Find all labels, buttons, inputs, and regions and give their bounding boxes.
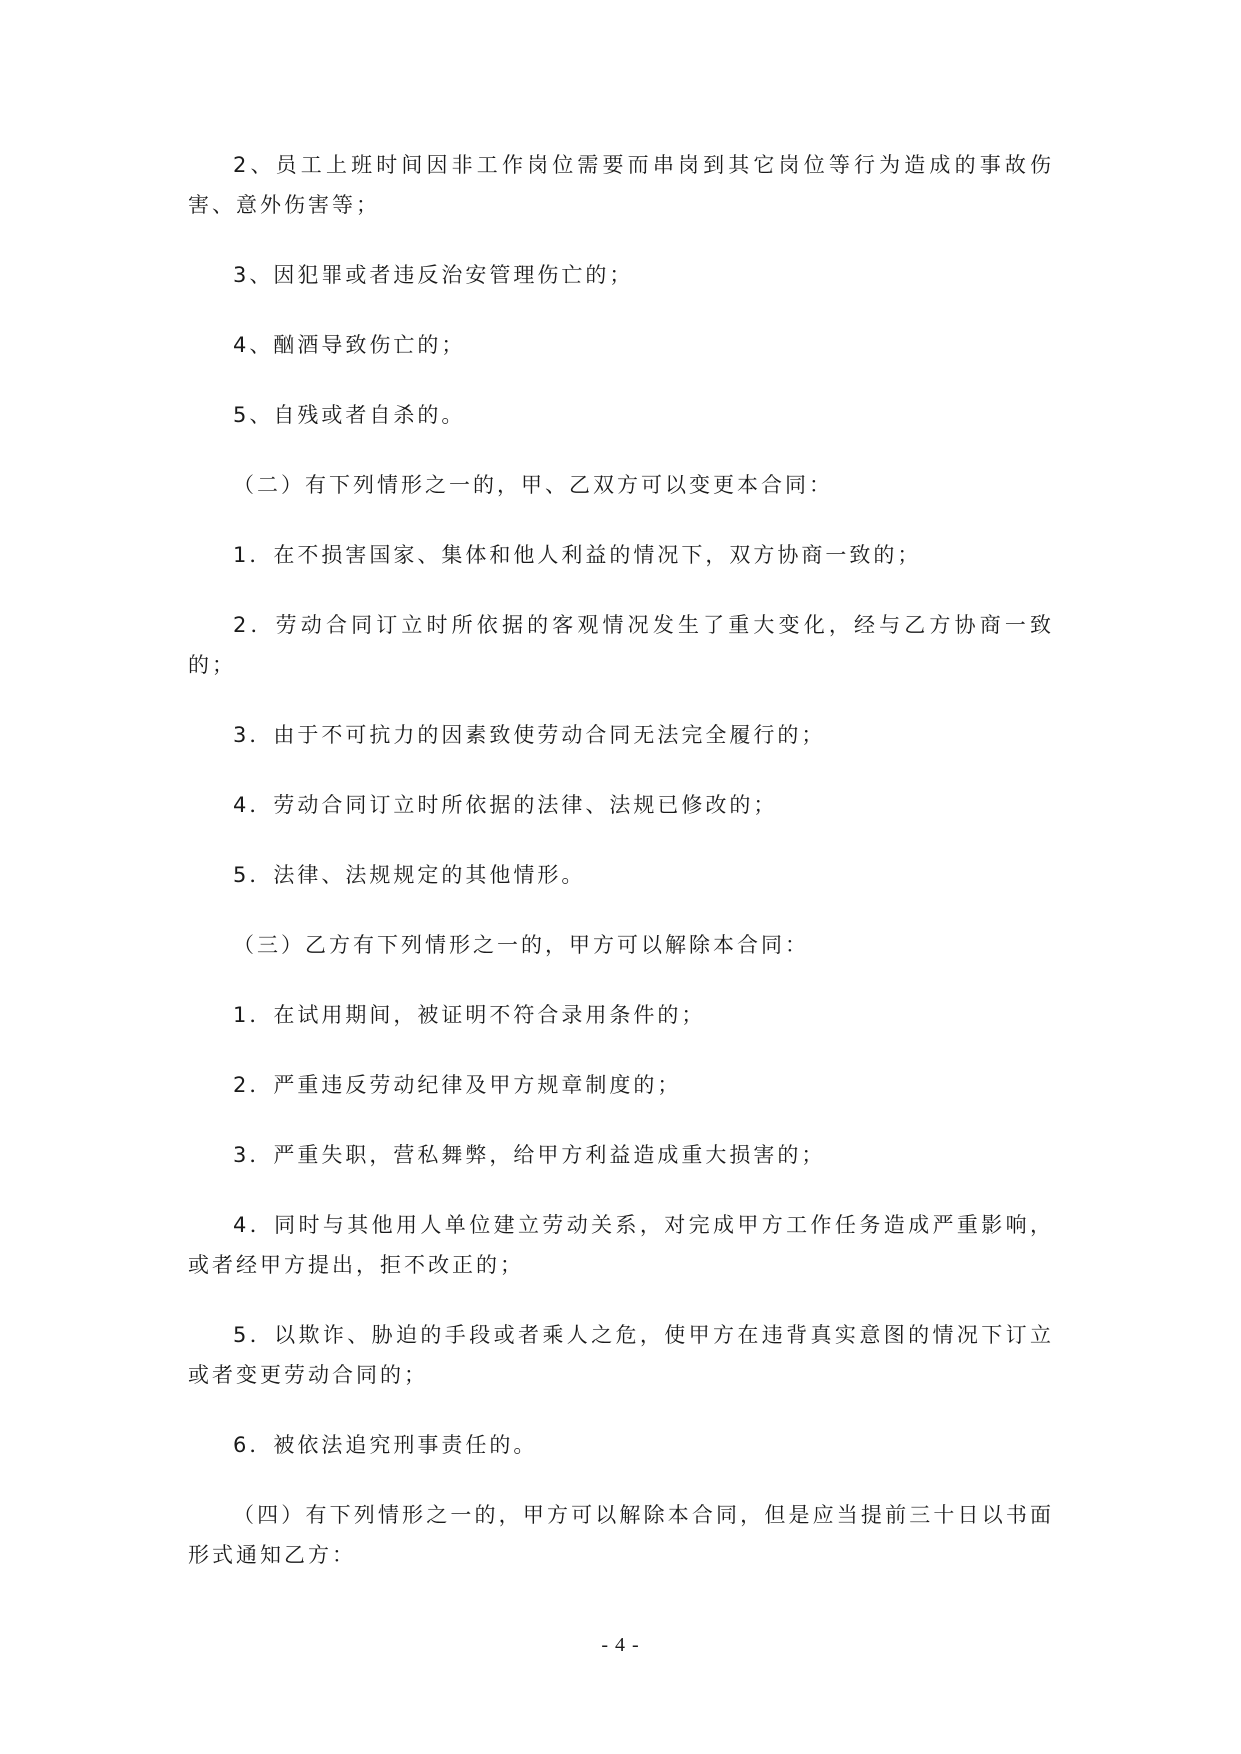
paragraph-clause-3-crime: 3、因犯罪或者违反治安管理伤亡的；	[233, 263, 634, 287]
paragraph-modify-1: 1．在不损害国家、集体和他人利益的情况下，双方协商一致的；	[233, 543, 922, 567]
paragraph-terminate-2: 2．严重违反劳动纪律及甲方规章制度的；	[233, 1073, 682, 1097]
paragraph-modify-3: 3．由于不可抗力的因素致使劳动合同无法完全履行的；	[233, 723, 826, 747]
document-body	[188, 145, 1054, 1605]
paragraph-modify-5: 5．法律、法规规定的其他情形。	[233, 863, 586, 887]
paragraph-terminate-5: 5．以欺诈、胁迫的手段或者乘人之危，使甲方在违背真实意图的情况下订立或者变更劳动合同的；	[188, 1323, 1054, 1387]
section-heading-2-modify-contract: （二）有下列情形之一的，甲、乙双方可以变更本合同：	[233, 473, 833, 497]
paragraph-terminate-4: 4．同时与其他用人单位建立劳动关系，对完成甲方工作任务造成严重影响，或者经甲方提出，拒不改正的；	[188, 1213, 1054, 1277]
paragraph-clause-2-injury: 2、员工上班时间因非工作岗位需要而串岗到其它岗位等行为造成的事故伤害、意外伤害等；	[188, 153, 1054, 217]
section-heading-3-terminate-by-employee-fault: （三）乙方有下列情形之一的，甲方可以解除本合同：	[233, 933, 809, 957]
paragraph-clause-5-self-harm: 5、自残或者自杀的。	[233, 403, 466, 427]
paragraph-clause-4-alcohol: 4、酗酒导致伤亡的；	[233, 333, 466, 357]
paragraph-modify-4: 4．劳动合同订立时所依据的法律、法规已修改的；	[233, 793, 778, 817]
section-heading-4-terminate-with-notice: （四）有下列情形之一的，甲方可以解除本合同，但是应当提前三十日以书面形式通知乙方：	[188, 1503, 1054, 1567]
paragraph-modify-2: 2．劳动合同订立时所依据的客观情况发生了重大变化，经与乙方协商一致的；	[188, 613, 1054, 677]
page-number: - 4 -	[601, 1634, 640, 1656]
paragraph-terminate-6: 6．被依法追究刑事责任的。	[233, 1433, 538, 1457]
paragraph-terminate-3: 3．严重失职，营私舞弊，给甲方利益造成重大损害的；	[233, 1143, 826, 1167]
paragraph-terminate-1: 1．在试用期间，被证明不符合录用条件的；	[233, 1003, 706, 1027]
